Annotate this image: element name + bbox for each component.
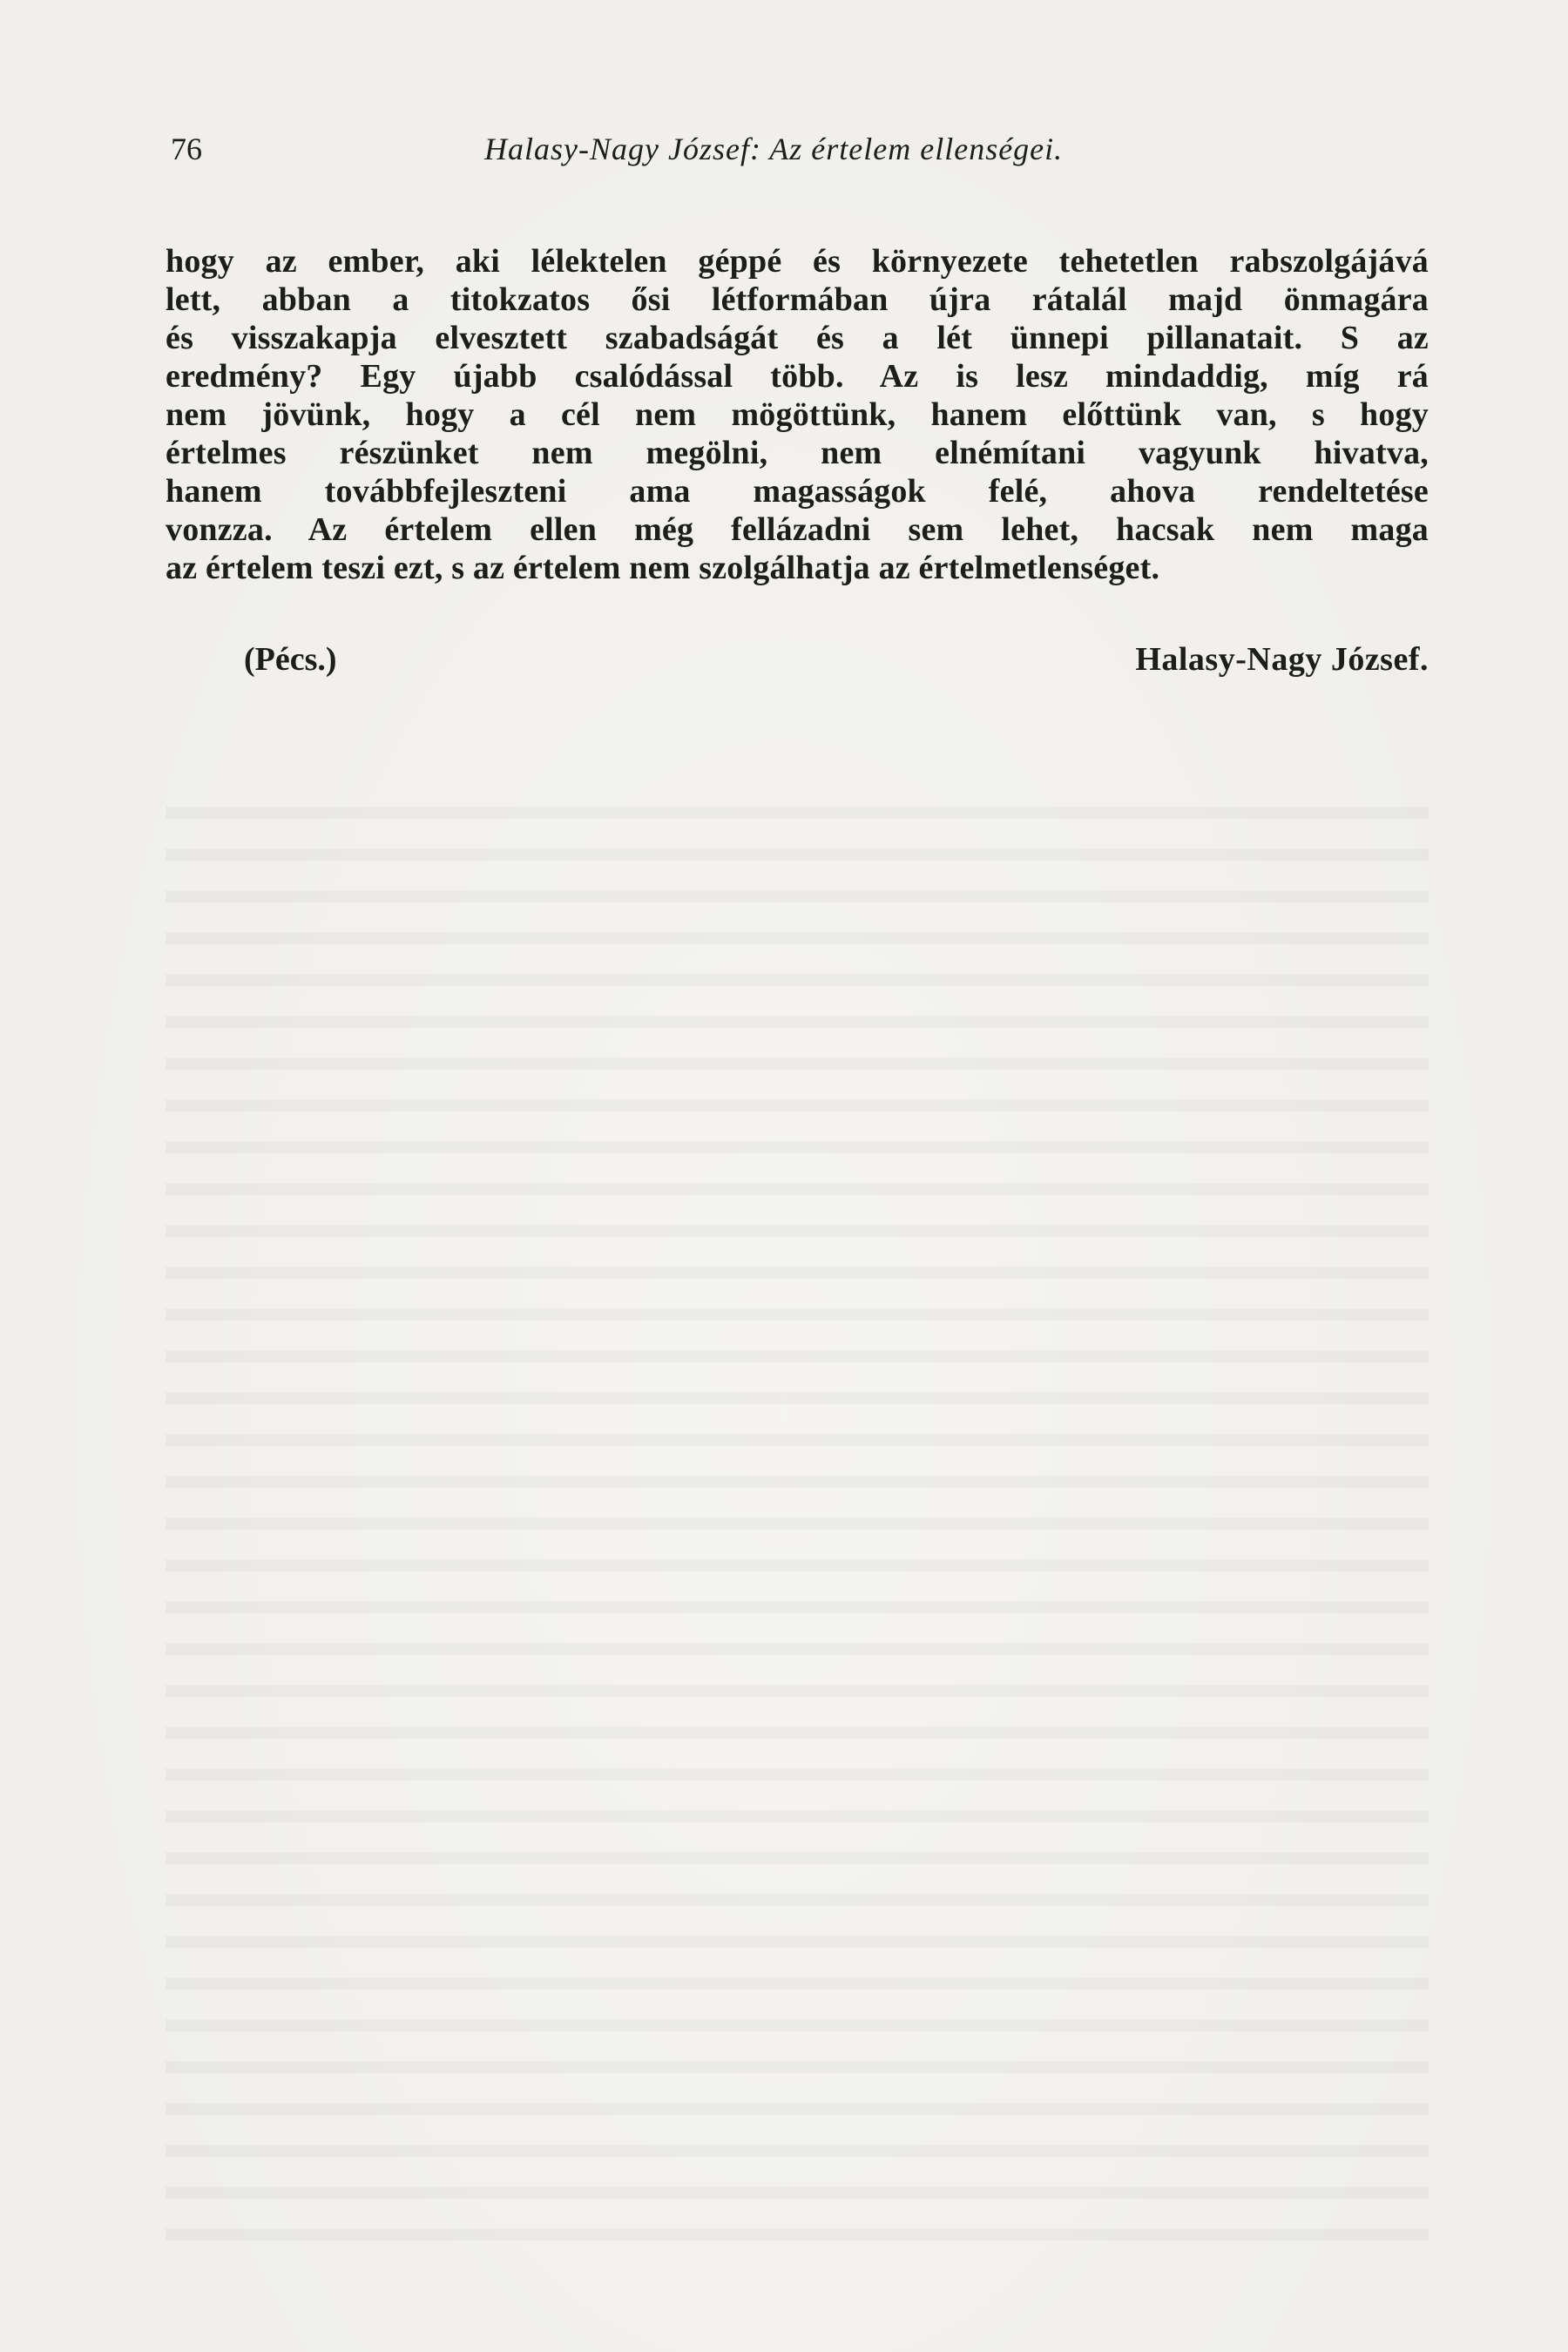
text-line: vonzza. Az értelem ellen még fellázadni sem lehet, hacsak nem maga	[166, 511, 1429, 548]
signature-row	[244, 640, 1429, 684]
signature-place: (Pécs.)	[244, 641, 337, 678]
page-number: 76	[171, 132, 202, 166]
body-paragraph	[166, 242, 1429, 587]
bleed-through-texture	[166, 784, 1429, 2265]
text-line: nem jövünk, hogy a cél nem mögöttünk, hanem előttünk van, s hogy	[166, 396, 1429, 433]
text-line: hogy az ember, aki lélektelen géppé és környezete tehetetlen rabszolgájává	[166, 243, 1429, 280]
running-title: Halasy-Nagy József: Az értelem ellenségei.	[484, 132, 1064, 166]
text-line: lett, abban a titokzatos ősi létformában újra rátalál majd önmagára	[166, 281, 1429, 318]
text-line: hanem továbbfejleszteni ama magasságok felé, ahova rendeltetése	[166, 473, 1429, 510]
text-line: eredmény? Egy újabb csalódással több. Az is lesz mindaddig, míg rá	[166, 358, 1429, 395]
text-line: és visszakapja elvesztett szabadságát és a lét ünnepi pillanatait. S az	[166, 320, 1429, 356]
signature-author: Halasy-Nagy József.	[1135, 641, 1429, 678]
text-line: értelmes részünket nem megölni, nem elnémítani vagyunk hivatva,	[166, 435, 1429, 471]
text-line: az értelem teszi ezt, s az értelem nem szolgálhatja az értelmetlenséget.	[166, 550, 1160, 586]
running-header	[171, 131, 1408, 174]
